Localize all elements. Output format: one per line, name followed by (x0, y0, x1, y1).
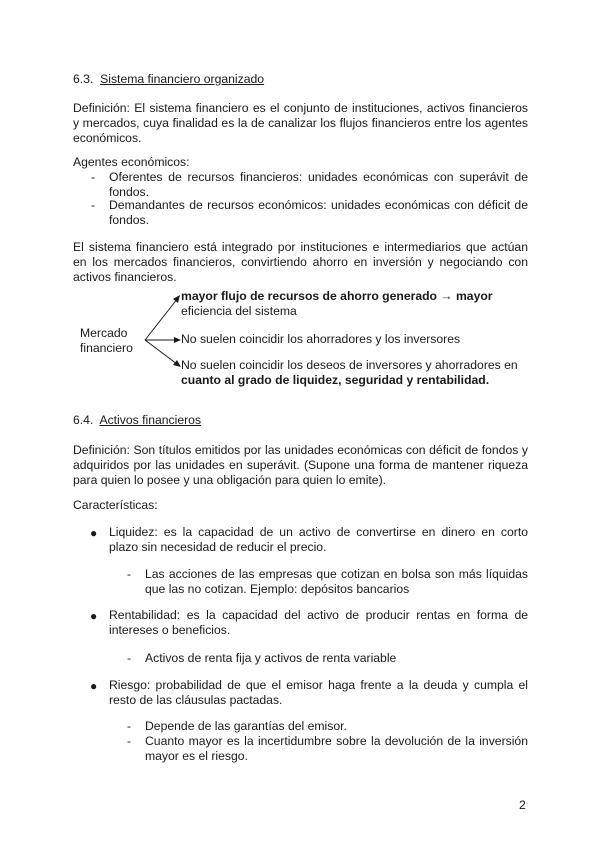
dash-marker: - (127, 719, 132, 733)
rentabilidad-sub: Activos de renta fija y activos de renta variable (145, 651, 397, 665)
bullet-icon: ● (90, 679, 98, 693)
agent-item: Oferentes de recursos financieros: unidades económicas con superávit de fondos. (109, 170, 528, 199)
arrow-up-head (173, 295, 180, 303)
bullet-icon: ● (90, 609, 98, 623)
branch-3-normal: No suelen coincidir los deseos de inversores y ahorradores en (181, 358, 518, 372)
bullet-icon: ● (90, 526, 98, 540)
riesgo-sub-1: Depende de las garantías del emisor. (145, 719, 347, 733)
diagram-branch-1 (181, 289, 526, 319)
diagram-branch-3 (181, 358, 526, 388)
dash-marker: - (127, 567, 132, 581)
riesgo-item: Riesgo: probabilidad de que el emisor haga frente a la deuda y cumpla el resto de las cláusulas pactadas. (109, 678, 528, 707)
liquidez-sub: Las acciones de las empresas que cotizan en bolsa son más líquidas que las no cotizan. Ejemplo: depósitos bancarios (145, 567, 528, 596)
section-title: Sistema financiero organizado (100, 72, 265, 86)
agents-heading: Agentes económicos: (73, 155, 190, 169)
diagram-branch-2: No suelen coincidir los ahorradores y los inversores (181, 332, 461, 346)
section-6-3-heading (73, 72, 264, 87)
arrow-mid-head (174, 337, 181, 343)
section-title: Activos financieros (99, 413, 202, 427)
characteristics-heading: Características: (73, 498, 158, 512)
branch-1-rest: eficiencia del sistema (181, 304, 297, 318)
arrow-down-line (145, 340, 177, 364)
diagram-arrows (140, 290, 185, 380)
source-line-2: financiero (80, 341, 133, 355)
branch-3-bold: cuanto al grado de liquidez, seguridad y rentabilidad. (181, 373, 490, 387)
integration-paragraph: El sistema financiero está integrado por instituciones e intermediarios que actúan en los mercados financieros, convirtiendo ahorro en inversión y negociando con activos financieros. (73, 240, 528, 284)
definition-6-4: Definición: Son títulos emitidos por las unidades económicas con déficit de fondos y adquiridos por las unidades en superávit. (Supone una forma de mantener riqueza para quien lo posee y una obligación para quien lo emite). (73, 443, 528, 487)
dash-marker: - (127, 734, 132, 748)
dash-marker: - (127, 651, 132, 665)
section-number: 6.4. (73, 413, 94, 427)
riesgo-sub-2: Cuanto mayor es la incertidumbre sobre la devolución de la inversión mayor es el riesgo. (145, 734, 528, 763)
page-number: 2 (519, 798, 526, 812)
arrow-down-head (173, 360, 181, 367)
definition-6-3: Definición: El sistema financiero es el conjunto de instituciones, activos financieros y mercados, cuya finalidad es la de canalizar los flujos financieros entre los agentes económicos. (73, 101, 528, 145)
liquidez-item: Liquidez: es la capacidad de un activo de convertirse en dinero en corto plazo sin necesidad de reducir el precio. (109, 525, 528, 554)
rentabilidad-item: Rentabilidad: es la capacidad del activo de producir rentas en forma de intereses o beneficios. (109, 608, 528, 637)
dash-marker: - (91, 198, 96, 212)
source-line-1: Mercado (80, 326, 128, 340)
section-number: 6.3. (73, 72, 94, 86)
diagram-source-label (80, 326, 133, 356)
arrow-up-line (145, 298, 178, 340)
branch-1-bold: mayor flujo de recursos de ahorro generado → mayor (181, 289, 493, 303)
dash-marker: - (91, 170, 96, 184)
agent-item: Demandantes de recursos económicos: unidades económicas con déficit de fondos. (109, 198, 528, 227)
section-6-4-heading (73, 413, 201, 428)
